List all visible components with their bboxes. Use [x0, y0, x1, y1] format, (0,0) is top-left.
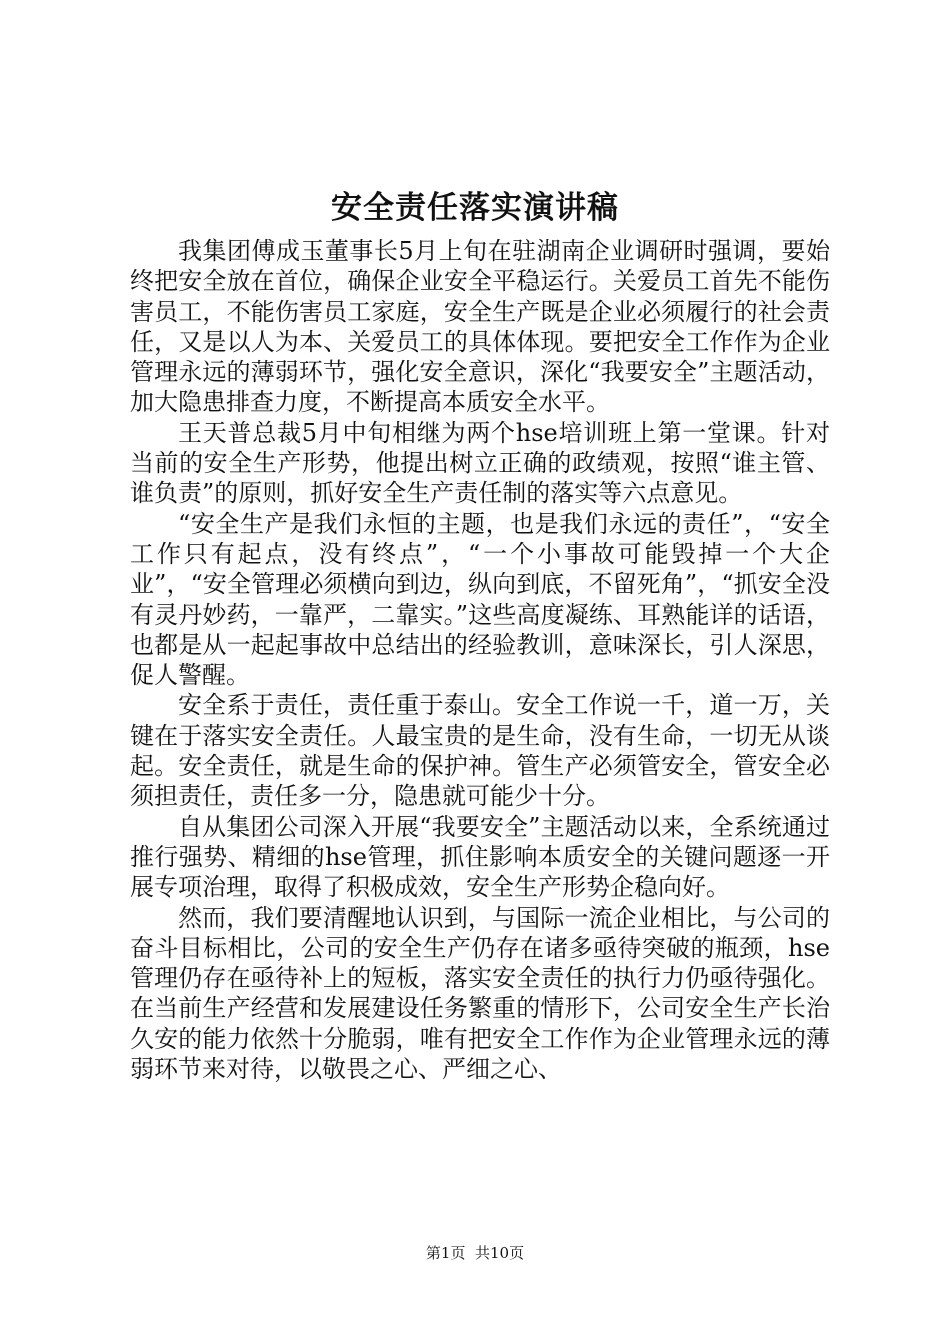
paragraph-2: 王天普总裁5月中旬相继为两个hse培训班上第一堂课。针对当前的安全生产形势，他提出树立正确的政绩观，按照“谁主管、谁负责”的原则，抓好安全生产责任制的落实等六点意见。 — [130, 418, 830, 508]
paragraph-3: “安全生产是我们永恒的主题，也是我们永远的责任”，“安全工作只有起点，没有终点”，“一个小事故可能毁掉一个大企业”，“安全管理必须横向到边，纵向到底，不留死角”，“抓安全没有灵丹妙药，一靠严，二靠实。”这些高度凝练、耳熟能详的话语，也都是从一起起事故中总结出的经验教训，意味深长，引人深思，促人警醒。 — [130, 509, 830, 690]
page-footer: 第1页 共10页 — [425, 1244, 525, 1262]
paragraph-6: 然而，我们要清醒地认识到，与国际一流企业相比，与公司的奋斗目标相比，公司的安全生产仍存在诸多亟待突破的瓶颈，hse管理仍存在亟待补上的短板，落实安全责任的执行力仍亟待强化。在当前生产经营和发展建设任务繁重的情形下，公司安全生产长治久安的能力依然十分脆弱，唯有把安全工作作为企业管理永远的薄弱环节来对待，以敬畏之心、严细之心、 — [130, 903, 830, 1084]
document-title: 安全责任落实演讲稿 — [331, 190, 619, 226]
document-body — [130, 236, 830, 1084]
paragraph-5: 自从集团公司深入开展“我要安全”主题活动以来，全系统通过推行强势、精细的hse管理，抓住影响本质安全的关键问题逐一开展专项治理，取得了积极成效，安全生产形势企稳向好。 — [130, 812, 830, 902]
paragraph-1: 我集团傅成玉董事长5月上旬在驻湖南企业调研时强调，要始终把安全放在首位，确保企业安全平稳运行。关爱员工首先不能伤害员工，不能伤害员工家庭，安全生产既是企业必须履行的社会责任，又是以人为本、关爱员工的具体体现。要把安全工作作为企业管理永远的薄弱环节，强化安全意识，深化“我要安全”主题活动，加大隐患排查力度，不断提高本质安全水平。 — [130, 237, 830, 417]
paragraph-4: 安全系于责任，责任重于泰山。安全工作说一千，道一万，关键在于落实安全责任。人最宝贵的是生命，没有生命，一切无从谈起。安全责任，就是生命的保护神。管生产必须管安全，管安全必须担责任，责任多一分，隐患就可能少十分。 — [130, 691, 830, 811]
